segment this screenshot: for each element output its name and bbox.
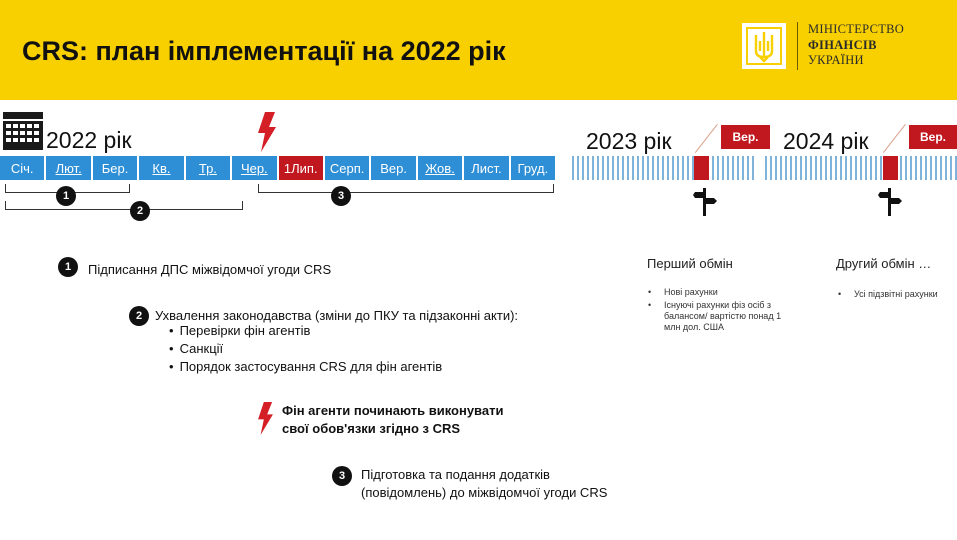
month-cell: Кв. — [139, 156, 185, 180]
lightning-bolt-icon — [257, 112, 277, 157]
timeline-2024-pointer-line — [883, 124, 906, 153]
list-item: • Нові рахунки — [648, 287, 798, 298]
legend-item-2-bullets — [169, 322, 442, 376]
timeline-2023-pointer-line — [695, 124, 718, 153]
legend-item-2-text: Ухвалення законодавства (зміни до ПКУ та підзаконні акти): — [155, 308, 519, 323]
bracket-2 — [5, 201, 243, 210]
year-2024-label: 2024 рік — [783, 128, 869, 154]
signpost-2023-icon — [693, 188, 717, 221]
legend-item-3-text — [361, 466, 607, 502]
list-item: • Існуючі рахунки фіз осіб з балансом/ вартістю понад 1 млн дол. США — [648, 300, 798, 333]
month-cell: Груд. — [511, 156, 557, 180]
month-cell: Бер. — [93, 156, 139, 180]
month-cell: Тр. — [186, 156, 232, 180]
timeline-2023-stripes — [572, 156, 757, 180]
bolt-legend-line-1: Фін агенти починають виконувати — [282, 403, 504, 418]
list-item: • Порядок застосування CRS для фін агентів — [169, 358, 442, 376]
ministry-name — [808, 22, 904, 69]
ministry-line-2: ФІНАНСІВ — [808, 37, 877, 52]
ver-2024-label: Вер. — [909, 125, 957, 149]
logo-divider — [797, 22, 798, 70]
month-cell: Січ. — [0, 156, 46, 180]
bolt-legend-line-2: свої обов'язки згідно з CRS — [282, 421, 461, 436]
trident-logo-icon — [742, 23, 786, 69]
header-banner — [0, 0, 957, 100]
month-cell: Жов. — [418, 156, 464, 180]
month-cell: 1Лип. — [279, 156, 325, 180]
marker-3: 3 — [331, 186, 351, 206]
timeline-2023-september-mark — [694, 156, 709, 180]
legend-marker-2: 2 — [129, 306, 149, 326]
legend-item-3-line-1: Підготовка та подання додатків — [361, 467, 550, 482]
signpost-2024-icon — [878, 188, 902, 221]
month-cell: Чер. — [232, 156, 278, 180]
marker-2: 2 — [130, 201, 150, 221]
list-item: • Усі підзвітні рахунки — [838, 289, 948, 300]
ministry-line-3: УКРАЇНИ — [808, 53, 864, 67]
bracket-3 — [258, 184, 554, 193]
lightning-bolt-legend-icon — [257, 402, 274, 440]
bolt-legend-text — [282, 402, 503, 438]
calendar-icon — [3, 112, 43, 155]
timeline-2024-stripes — [765, 156, 957, 180]
list-item: • Перевірки фін агентів — [169, 322, 442, 340]
month-cell: Лют. — [46, 156, 92, 180]
first-exchange-list — [648, 287, 798, 335]
marker-1: 1 — [56, 186, 76, 206]
legend-marker-1: 1 — [58, 257, 78, 277]
second-exchange-list — [838, 289, 948, 302]
legend-marker-3: 3 — [332, 466, 352, 486]
month-cell: Серп. — [325, 156, 371, 180]
page-title: CRS: план імплементації на 2022 рік — [22, 36, 506, 66]
legend-item-1-text: Підписання ДПС міжвідомчої угоди CRS — [88, 262, 332, 277]
ver-2023-label: Вер. — [721, 125, 770, 149]
second-exchange-title: Другий обмін … — [836, 256, 932, 271]
month-cell: Лист. — [464, 156, 510, 180]
year-2023-label: 2023 рік — [586, 128, 672, 154]
month-cell: Вер. — [371, 156, 417, 180]
first-exchange-title: Перший обмін — [647, 256, 733, 271]
timeline-2024-september-mark — [883, 156, 898, 180]
ministry-line-1: МІНІСТЕРСТВО — [808, 22, 905, 36]
list-item: • Санкції — [169, 340, 442, 358]
year-2022-label: 2022 рік — [46, 127, 132, 153]
legend-item-3-line-2: (повідомлень) до міжвідомчої угоди CRS — [361, 485, 608, 500]
month-bar — [0, 156, 557, 180]
